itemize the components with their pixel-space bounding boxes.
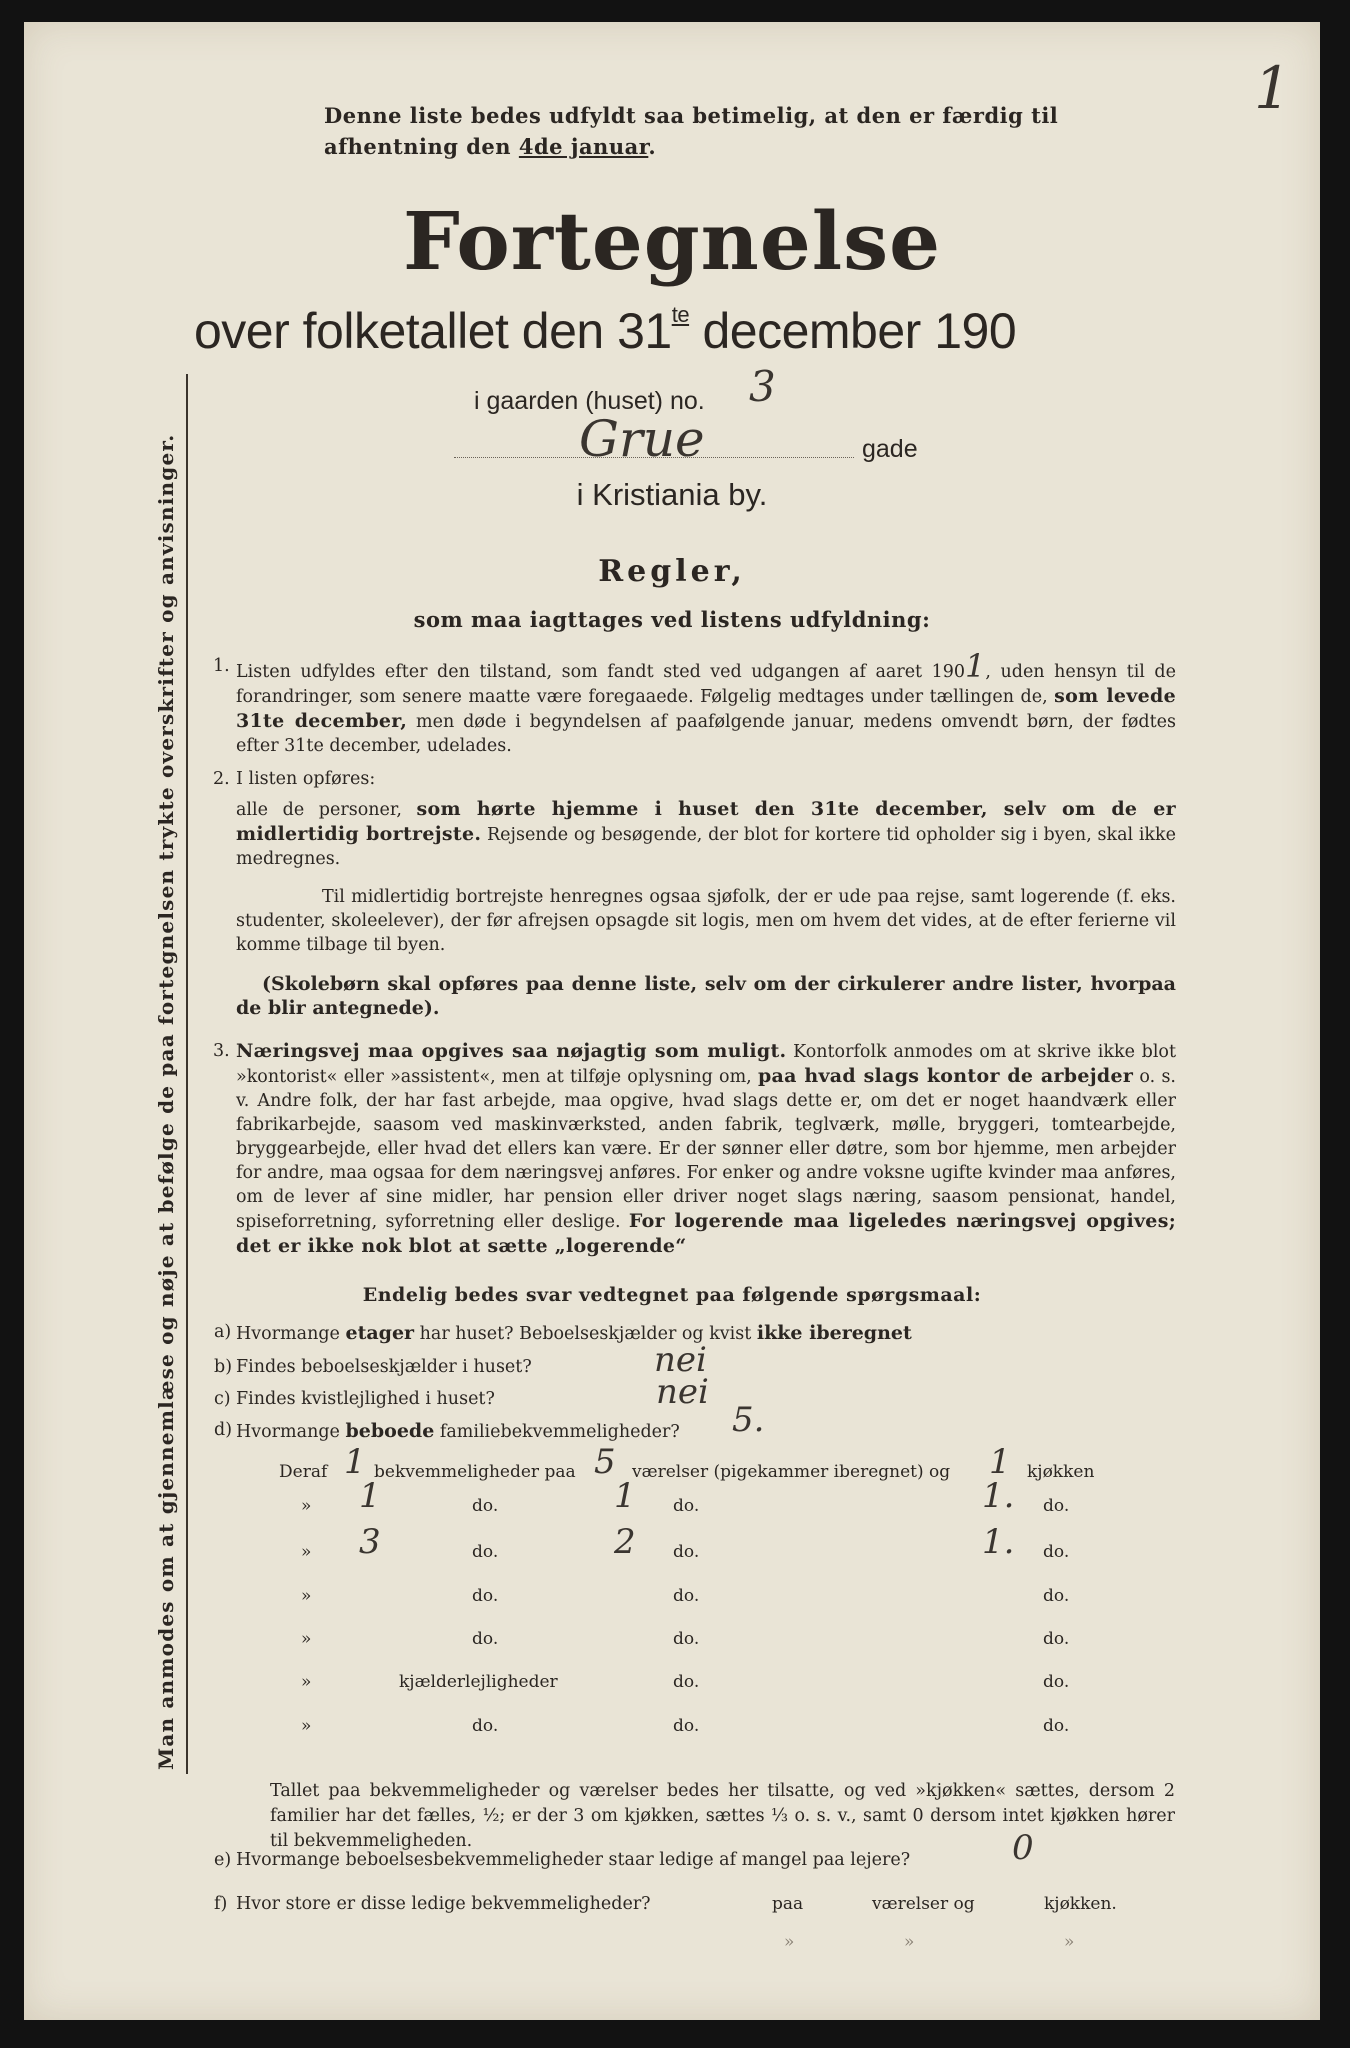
answer-e: 0 bbox=[1012, 1828, 1034, 1868]
rule-2-schoolchildren: (Skolebørn skal opføres paa denne liste, selv om der cirkulerer andre lister, hvorpaa de blir antegnede). bbox=[236, 973, 1176, 1019]
question-f-ditto-2: » bbox=[904, 1932, 915, 1952]
page-number-handwritten: 1 bbox=[1254, 54, 1291, 122]
dwellings-note: Tallet paa bekvemmeligheder og værelser bedes her tilsatte, og ved »kjøkken« sættes, dersom 2 familier har det fælles, ½; er der 3 om kjøkken, sættes ⅓ o. s. v., samt 0 dersom intet kjøkken hører til bekvemmeligheden. bbox=[270, 1781, 1175, 1851]
row-3-do-3: do. bbox=[1043, 1542, 1070, 1562]
question-d: d) Hvormange beboede familiebekvemmeligheder? bbox=[214, 1420, 680, 1442]
row-7-do-1: do. bbox=[472, 1716, 499, 1736]
row-5-do-1: do. bbox=[472, 1629, 499, 1649]
dwellings-header-vaer: værelser (pigekammer iberegnet) og bbox=[632, 1462, 951, 1482]
row-2-do-1: do. bbox=[472, 1496, 499, 1516]
rule-2-heading: 2. I listen opføres: bbox=[213, 769, 376, 789]
row-6-do-3: do. bbox=[1043, 1672, 1070, 1692]
row-1-rooms: 5 bbox=[594, 1442, 616, 1482]
row-1-count: 1 bbox=[344, 1442, 366, 1482]
question-f-ditto-3: » bbox=[1064, 1932, 1075, 1952]
row-3-do-1: do. bbox=[472, 1542, 499, 1562]
row-2-ditto: » bbox=[301, 1496, 312, 1516]
question-f-vaerelser: værelser og bbox=[872, 1894, 975, 1914]
row-4-do-2: do. bbox=[673, 1586, 700, 1606]
answer-c: nei bbox=[656, 1372, 709, 1412]
form-subtitle: over folketallet den $31^{te}$ december 190 bbox=[194, 302, 1017, 359]
answer-b: nei bbox=[654, 1340, 707, 1380]
house-number-label: i gaarden (huset) no. bbox=[474, 387, 705, 415]
dwellings-header-bekv: bekvemmeligheder paa bbox=[374, 1462, 576, 1482]
form-title: Fortegnelse bbox=[402, 194, 942, 288]
row-2-count: 1 bbox=[359, 1476, 381, 1516]
row-2-do-3: do. bbox=[1043, 1496, 1070, 1516]
row-7-ditto: » bbox=[301, 1716, 312, 1736]
city-label: i Kristiania by. bbox=[576, 477, 768, 512]
rules-subheading: som maa iagttages ved listens udfyldning: bbox=[413, 607, 931, 632]
row-1-kitchen: 1 bbox=[989, 1442, 1011, 1482]
question-c: c) Findes kvistlejlighed i huset? bbox=[214, 1389, 495, 1409]
margin-rule bbox=[186, 374, 188, 1774]
question-b: b) Findes beboelseskjælder i huset? bbox=[214, 1357, 532, 1377]
due-date: 4de januar bbox=[518, 134, 649, 159]
census-form bbox=[24, 22, 1320, 2020]
row-3-kitchen: 1. bbox=[982, 1522, 1015, 1562]
rules-heading: Regler, bbox=[598, 554, 746, 589]
row-3-do-2: do. bbox=[673, 1542, 700, 1562]
street-label: gade bbox=[862, 435, 918, 463]
answer-d: 5. bbox=[732, 1400, 765, 1440]
question-f-ditto-1: » bbox=[784, 1932, 795, 1952]
rule-1: 1. Listen udfyldes efter den tilstand, som fandt sted ved udgangen af aaret 1901, uden hensyn til de forandringer, som senere maatte være foregaaede. Følgelig medtages under tællingen de, som levede 31te december, men døde i begyndelsen af paafølgende januar, medens omvendt børn, der fødtes efter 31te december, udelades. bbox=[213, 647, 1176, 756]
dwellings-header-kjok: kjøkken bbox=[1027, 1462, 1095, 1482]
margin-instruction: Man anmodes om at gjennemlæse og nøje at befølge de paa fortegnelsen trykte overskrifter og anvisninger. bbox=[154, 433, 178, 1770]
question-e: e) Hvormange beboelsesbekvemmeligheder staar ledige af mangel paa lejere? bbox=[214, 1850, 911, 1870]
questions-heading: Endelig bedes svar vedtegnet paa følgende spørgsmaal: bbox=[362, 1284, 982, 1306]
dwellings-deraf-label: Deraf bbox=[279, 1462, 328, 1482]
row-5-do-2: do. bbox=[673, 1629, 700, 1649]
row-7-do-3: do. bbox=[1043, 1716, 1070, 1736]
row-4-do-3: do. bbox=[1043, 1586, 1070, 1606]
row-4-do-1: do. bbox=[472, 1586, 499, 1606]
row-2-rooms: 1 bbox=[614, 1476, 636, 1516]
question-a: a) Hvormange etager har huset? Beboelseskjælder og kvist ikke iberegnet bbox=[214, 1322, 912, 1344]
row-6-do-2: do. bbox=[673, 1672, 700, 1692]
row-2-kitchen: 1. bbox=[982, 1476, 1015, 1516]
row-3-count: 3 bbox=[359, 1522, 381, 1562]
question-f-paa: paa bbox=[772, 1894, 804, 1914]
house-number-value: 3 bbox=[749, 362, 776, 411]
rule-2-note: Til midlertidig bortrejste henregnes ogsaa sjøfolk, der er ude paa rejse, samt logerende (f. eks. studenter, skoleelever), der før afrejsen opsagde sit logis, men om hvem det vides, at de efter ferierne vil komme tilbage til byen. bbox=[236, 887, 1176, 955]
row-3-rooms: 2 bbox=[614, 1522, 636, 1562]
row-5-ditto: » bbox=[301, 1629, 312, 1649]
row-6-kjaelder-label: kjælderlejligheder bbox=[399, 1672, 558, 1692]
row-4-ditto: » bbox=[301, 1586, 312, 1606]
question-f: f) Hvor store er disse ledige bekvemmeligheder? bbox=[214, 1894, 651, 1914]
row-6-ditto: » bbox=[301, 1672, 312, 1692]
row-5-do-3: do. bbox=[1043, 1629, 1070, 1649]
rule-2-body: alle de personer, som hørte hjemme i huset den 31te december, selv om de er midlertidig bortrejste. Rejsende og besøgende, der blot for kortere tid opholder sig i byen, skal ikke medregnes. bbox=[236, 798, 1176, 869]
row-3-ditto: » bbox=[301, 1542, 312, 1562]
street-name-value: Grue bbox=[579, 410, 705, 468]
question-f-kjokken: kjøkken. bbox=[1044, 1894, 1117, 1914]
row-7-do-2: do. bbox=[673, 1716, 700, 1736]
year-digit-handwritten: 1 bbox=[965, 647, 986, 685]
submission-notice: Denne liste bedes udfyldt saa betimelig, at den er færdig til afhentning den 4de januar. bbox=[324, 103, 1059, 159]
rule-3: 3. Næringsvej maa opgives saa nøjagtig som muligt. Kontorfolk anmodes om at skrive ikke blot »kontorist« eller »assistent«, men at tilføje oplysning om, paa hvad slags kontor de arbejder o. s. v. Andre folk, der har fast arbejde, maa opgive, hvad slags dette er, om det er noget haandværk eller fabrikarbejde, saasom ved maskinværksted, anden fabrik, teglværk, mølle, bryggeri, tomtearbejde, bryggearbejde, eller hvad det ellers kan være. Er der sønner eller døtre, som bor hjemme, men arbejder for andre, maa ogsaa for dem næringsvej anføres. For enker og andre voksne ugifte kvinder maa anføres, om de lever af sine midler, har pension eller driver noget slags næring, saasom pensionat, handel, spiseforretning, syforretning eller deslige. For logerende maa ligeledes næringsvej opgives; det er ikke nok blot at sætte „logerende“ bbox=[213, 1040, 1177, 1257]
row-2-do-2: do. bbox=[673, 1496, 700, 1516]
